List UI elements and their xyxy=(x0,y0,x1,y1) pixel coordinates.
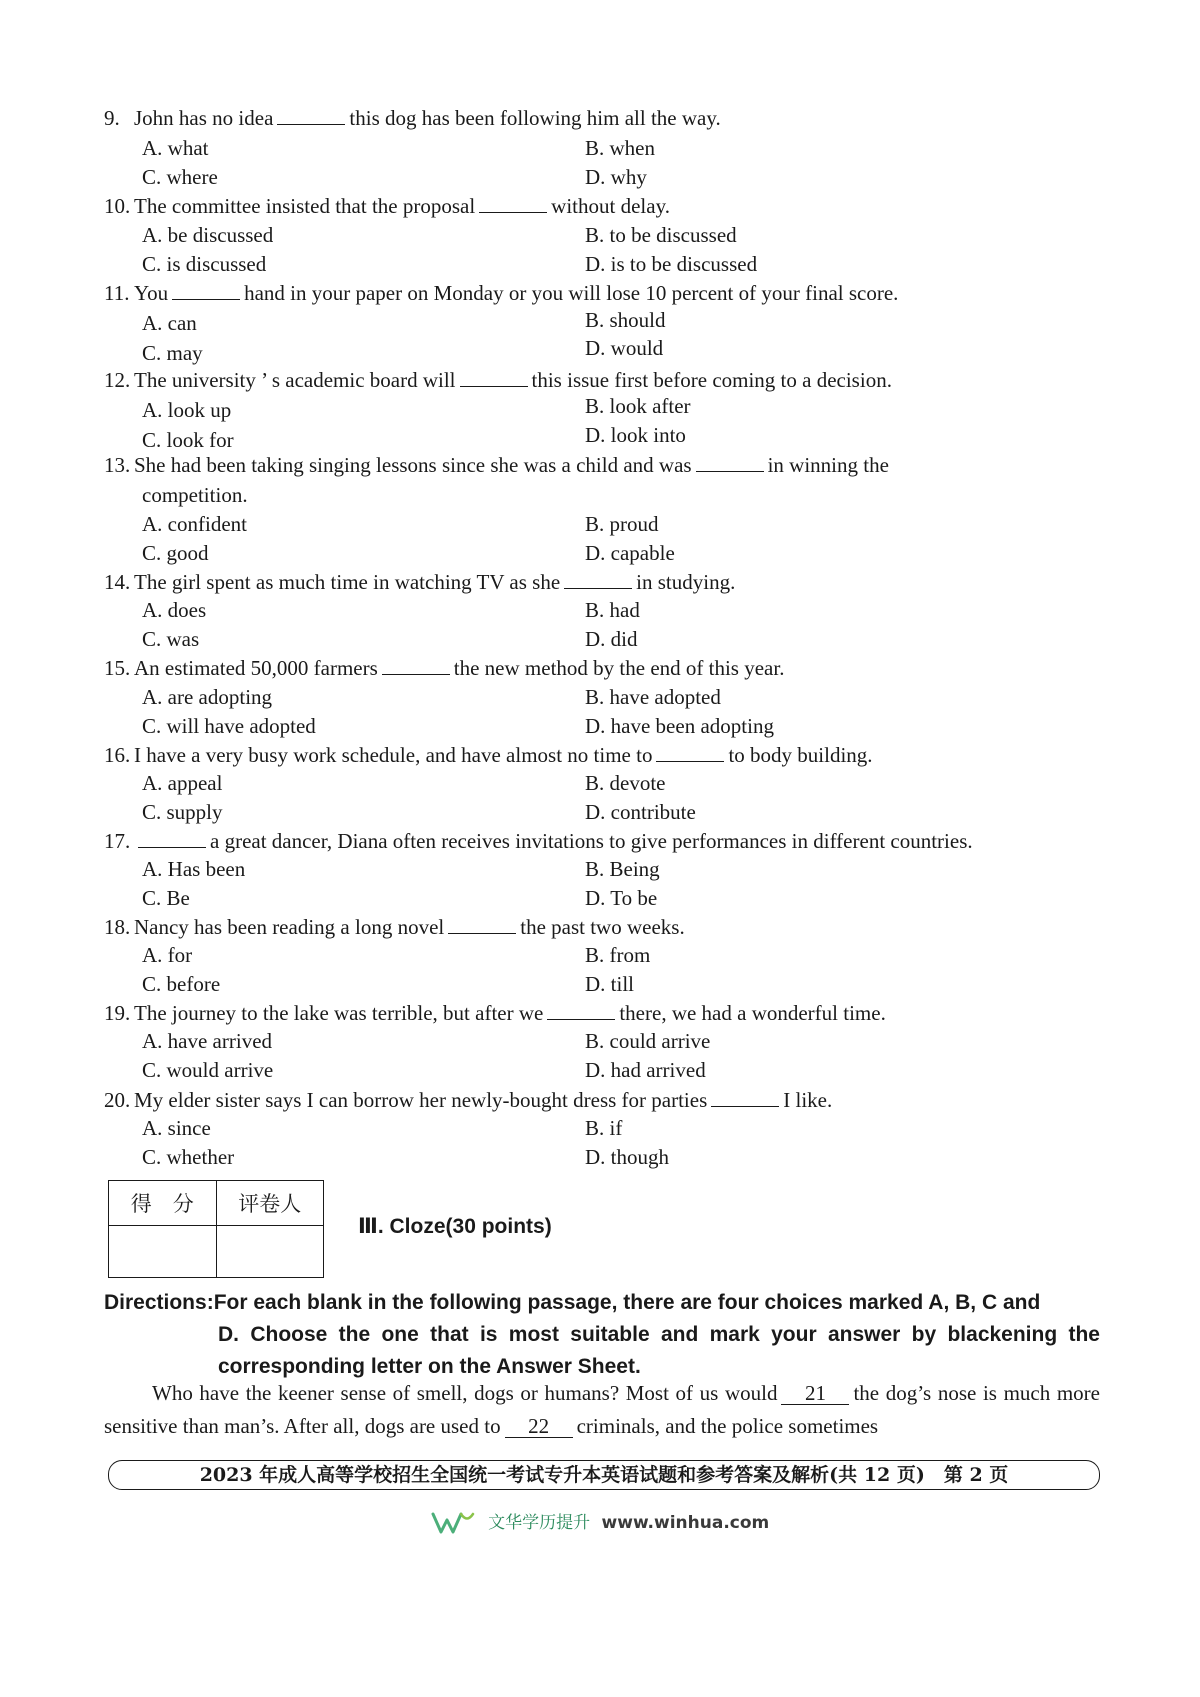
option-a: A. look up xyxy=(142,398,232,422)
cloze-blank: 22 xyxy=(505,1415,573,1438)
option-d: D. contribute xyxy=(585,800,696,824)
question-20: 20. My elder sister says I can borrow her newly-bought dress for parties I like. xyxy=(104,1088,833,1112)
option-c: C. may xyxy=(142,341,203,365)
question-12: 12. The university ’ s academic board will this issue first before coming to a decision. xyxy=(104,368,892,392)
option-c: C. would arrive xyxy=(142,1058,274,1082)
directions-line1: Directions:For each blank in the following passage, there are four choices marked A, B, C and xyxy=(104,1291,1041,1314)
option-d: D. have been adopting xyxy=(585,714,774,738)
option-a: A. since xyxy=(142,1116,211,1140)
question-15: 15. An estimated 50,000 farmers the new method by the end of this year. xyxy=(104,656,785,680)
question-10: 10. The committee insisted that the proposal without delay. xyxy=(104,194,670,218)
grader-cell xyxy=(216,1226,324,1278)
question-9: 9. John has no idea this dog has been following him all the way. xyxy=(104,106,721,130)
option-a: A. confident xyxy=(142,512,247,536)
question-18: 18. Nancy has been reading a long novel the past two weeks. xyxy=(104,915,685,939)
answer-blank xyxy=(138,828,206,848)
option-d: D. To be xyxy=(585,886,658,910)
score-cell xyxy=(109,1226,217,1278)
option-b: B. proud xyxy=(585,512,659,536)
option-b: B. if xyxy=(585,1116,623,1140)
question-14: 14. The girl spent as much time in watching TV as she in studying. xyxy=(104,570,736,594)
cloze-blank: 21 xyxy=(781,1382,849,1405)
option-a: A. have arrived xyxy=(142,1029,273,1053)
option-b: B. have adopted xyxy=(585,685,721,709)
question-17: 17. a great dancer, Diana often receives invitations to give performances in different countries. xyxy=(104,829,973,853)
option-c: C. good xyxy=(142,541,209,565)
option-d: D. why xyxy=(585,165,647,189)
directions-label: Directions: xyxy=(104,1291,214,1314)
option-a: A. for xyxy=(142,943,193,967)
brand-name: 文华学历提升 xyxy=(488,1513,591,1533)
option-a: A. can xyxy=(142,311,197,335)
question-11: 11. You hand in your paper on Monday or you will lose 10 percent of your final score. xyxy=(104,281,899,305)
option-b: B. when xyxy=(585,136,655,160)
brand-watermark xyxy=(0,1508,1200,1536)
directions-rest: D. Choose the one that is most suitable and mark your answer by blackening the corresponding letter on the Answer Sheet. xyxy=(218,1323,1100,1378)
answer-blank xyxy=(656,742,724,762)
score-table xyxy=(108,1180,324,1278)
option-b: B. should xyxy=(585,308,666,332)
answer-blank xyxy=(711,1087,779,1107)
grader-header: 评卷人 xyxy=(216,1181,324,1226)
option-d: D. did xyxy=(585,627,638,651)
option-b: B. from xyxy=(585,943,651,967)
answer-blank xyxy=(277,105,345,125)
option-a: A. appeal xyxy=(142,771,223,795)
answer-blank xyxy=(564,569,632,589)
option-c: C. look for xyxy=(142,428,234,452)
section-title: Ⅲ. Cloze(30 points) xyxy=(358,1215,552,1238)
option-c: C. will have adopted xyxy=(142,714,316,738)
answer-blank xyxy=(382,655,450,675)
answer-blank xyxy=(172,280,240,300)
option-b: B. look after xyxy=(585,394,691,418)
answer-blank xyxy=(696,452,764,472)
question-13: 13. She had been taking singing lessons since she was a child and was in winning the competition. xyxy=(104,453,889,507)
option-b: B. Being xyxy=(585,857,660,881)
page-footer: 2023 年成人高等学校招生全国统一考试专升本英语试题和参考答案及解析(共 12 页) 第 2 页 xyxy=(108,1460,1100,1490)
answer-blank xyxy=(547,1000,615,1020)
option-d: D. would xyxy=(585,336,664,360)
answer-blank xyxy=(479,193,547,213)
brand-url: www.winhua.com xyxy=(601,1513,770,1533)
directions xyxy=(104,1287,1100,1383)
option-c: C. is discussed xyxy=(142,252,267,276)
question-19: 19. The journey to the lake was terrible, but after we there, we had a wonderful time. xyxy=(104,1001,886,1025)
cloze-passage: Who have the keener sense of smell, dogs or humans? Most of us would 21 the dog’s nose is much more sensitive than man’s. After all, dogs are used to 22 criminals, and the police sometimes xyxy=(104,1381,1100,1438)
answer-blank xyxy=(460,367,528,387)
answer-blank xyxy=(448,914,516,934)
winhua-logo-icon xyxy=(431,1510,475,1536)
option-d: D. had arrived xyxy=(585,1058,706,1082)
option-b: B. could arrive xyxy=(585,1029,711,1053)
option-d: D. till xyxy=(585,972,635,996)
option-b: B. had xyxy=(585,598,640,622)
option-b: B. to be discussed xyxy=(585,223,737,247)
option-d: D. though xyxy=(585,1145,669,1169)
option-c: C. where xyxy=(142,165,218,189)
option-c: C. before xyxy=(142,972,221,996)
option-a: A. what xyxy=(142,136,209,160)
option-d: D. is to be discussed xyxy=(585,252,758,276)
option-d: D. look into xyxy=(585,423,686,447)
option-c: C. was xyxy=(142,627,200,651)
option-c: C. whether xyxy=(142,1145,235,1169)
question-16: 16. I have a very busy work schedule, and have almost no time to to body building. xyxy=(104,743,873,767)
option-b: B. devote xyxy=(585,771,666,795)
option-a: A. does xyxy=(142,598,207,622)
option-a: A. Has been xyxy=(142,857,246,881)
option-a: A. are adopting xyxy=(142,685,273,709)
option-c: C. supply xyxy=(142,800,223,824)
score-header: 得 分 xyxy=(109,1181,217,1226)
option-a: A. be discussed xyxy=(142,223,274,247)
option-c: C. Be xyxy=(142,886,190,910)
option-d: D. capable xyxy=(585,541,675,565)
